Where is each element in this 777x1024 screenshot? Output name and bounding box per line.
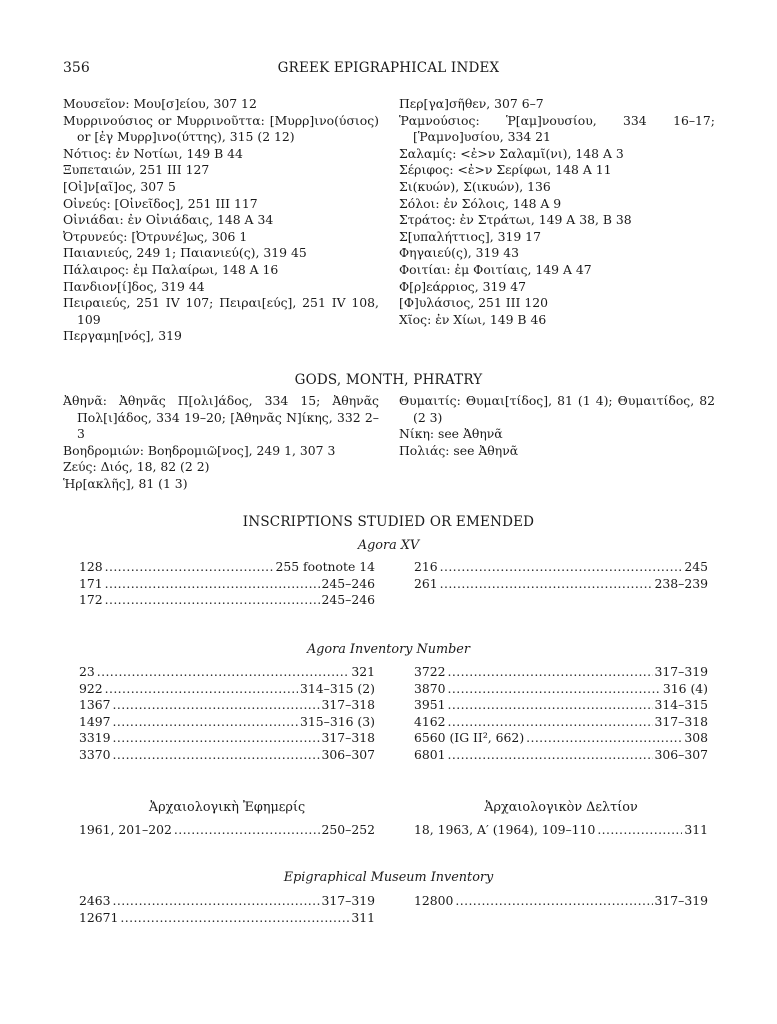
page-reference: 321 — [351, 664, 375, 679]
inscription-row — [79, 910, 375, 927]
dot-leader — [448, 681, 661, 698]
dot-leader — [526, 730, 682, 747]
inscription-row — [414, 893, 708, 910]
dot-leader — [105, 559, 274, 576]
inscription-number: 3951 — [414, 697, 446, 713]
dot-leader — [440, 576, 653, 593]
inscription-number: 128 — [79, 559, 103, 574]
inscription-row — [414, 681, 708, 698]
inscription-row — [79, 893, 375, 910]
inscription-row — [79, 576, 375, 593]
index-entry: Φηγαιεύ(ς), 319 43 — [399, 245, 520, 261]
inscription-number: 6560 (IG II², 662) — [414, 730, 525, 746]
inscription-number: 3319 — [79, 730, 111, 746]
dot-leader — [105, 592, 320, 609]
ephemeris-title: Ἀρχαιολογικὴ Ἐφημερίς — [148, 800, 306, 815]
inscription-number: 172 — [79, 592, 103, 608]
epigraphical-museum-title: Epigraphical Museum Inventory — [283, 870, 494, 885]
inscription-number: 2463 — [79, 893, 111, 908]
inscription-number: 12800 — [414, 893, 454, 908]
inscription-number: 3870 — [414, 680, 446, 696]
inscription-row — [414, 664, 708, 681]
page-reference: 314–315 (2) — [300, 680, 375, 696]
index-entry: Σαλαμίς: <ἐ>ν Σαλαμῖ(νι), 148 A 3 — [399, 145, 624, 161]
dot-leader — [448, 697, 653, 714]
inscriptions-section-title: INSCRIPTIONS STUDIED OR EMENDED — [242, 514, 535, 530]
page-reference: 308 — [684, 730, 708, 746]
index-entry: Σι(κυών), Σ(ικυών), 136 — [399, 178, 551, 194]
page-reference: 317–318 — [321, 730, 375, 746]
dot-leader — [448, 747, 653, 764]
page-number: 356 — [63, 60, 90, 76]
index-entry: Νότιος: ἐν Νοτίωι, 149 B 44 — [63, 145, 243, 161]
dot-leader — [113, 730, 320, 747]
running-title: GREEK EPIGRAPHICAL INDEX — [277, 60, 500, 76]
index-entry: Σ[υπαλήττιος], 319 17 — [399, 228, 541, 244]
page-reference: 317–318 — [654, 713, 708, 729]
inscription-row — [414, 730, 708, 747]
index-entry: Οἰνιάδαι: ἐν Οἰνιάδαις, 148 A 34 — [63, 212, 274, 228]
index-entry: Χῖος: ἐν Χίωι, 149 B 46 — [399, 311, 547, 327]
agora-inventory-left-list — [79, 664, 375, 764]
index-entry: Πολιάς: see Ἀθηνᾶ — [399, 442, 519, 458]
index-entry: Περ[γα]σῆθεν, 307 6–7 — [399, 96, 544, 111]
page-reference: 317–319 — [321, 893, 375, 908]
index-entry: Βοηδρομιών: Βοηδρομιῶ[νος], 249 1, 307 3 — [63, 442, 336, 458]
index-entry: Ἀθηνᾶ: Ἀθηνᾶς Π[ολι]άδος, 334 15; Ἀθηνᾶς Πολ[ι]άδος, 334 19–20; [Ἀθηνᾶς Ν]ίκης, 332 2–3 — [63, 393, 379, 442]
inscription-number: 6801 — [414, 746, 446, 762]
inscription-row — [79, 747, 375, 764]
index-entry: Οἰνεύς: [Οἰνεῖδος], 251 III 117 — [63, 195, 258, 211]
page-reference: 311 — [684, 822, 708, 837]
inscription-row — [414, 822, 708, 839]
dot-leader — [440, 559, 683, 576]
inscription-number: 261 — [414, 575, 438, 591]
index-entry: Ῥαμνούσιος: Ῥ[αμ]νουσίου, 334 16–17; [Ῥαμνο]υσίου, 334 21 — [399, 112, 715, 145]
inscription-number: 216 — [414, 559, 438, 574]
inscription-row — [79, 681, 375, 698]
index-entry: Μυρρινούσιος or Μυρρινοῦττα: [Μυρρ]ινο(ύσιος) or [ἐγ Μυρρ]ινο(ύττης), 315 (2 12) — [63, 112, 379, 145]
index-entry: Νίκη: see Ἀθηνᾶ — [399, 426, 503, 442]
inscription-row — [414, 559, 708, 576]
page-reference: 317–319 — [654, 893, 708, 908]
dot-leader — [448, 714, 653, 731]
inscription-row — [79, 714, 375, 731]
inscription-number: 4162 — [414, 713, 446, 729]
index-entry: Φοιτίαι: ἐμ Φοιτίαις, 149 A 47 — [399, 261, 592, 277]
inscription-row — [414, 697, 708, 714]
ephemeris-list — [79, 822, 375, 839]
agora-xv-right-list — [414, 559, 708, 592]
page-reference: 245 — [684, 559, 708, 574]
inscription-number: 12671 — [79, 909, 119, 925]
index-left-column — [63, 96, 379, 345]
epigraphical-museum-left-list — [79, 893, 375, 926]
page-reference: 250–252 — [321, 822, 375, 837]
page-reference: 317–319 — [654, 664, 708, 679]
page-reference: 238–239 — [654, 575, 708, 591]
inscription-number: 1367 — [79, 697, 111, 713]
index-entry: Μουσεῖον: Μου[σ]είου, 307 12 — [63, 96, 257, 111]
inscription-row — [79, 559, 375, 576]
index-entry: Φ[ρ]εάρριος, 319 47 — [399, 278, 526, 294]
gods-right-column — [399, 393, 715, 459]
index-entry: Ζεύς: Διός, 18, 82 (2 2) — [63, 459, 210, 475]
index-entry: Στράτος: ἐν Στράτωι, 149 A 38, B 38 — [399, 212, 632, 228]
index-entry: Ἡρ[ακλῆς], 81 (1 3) — [63, 475, 188, 491]
inscription-row — [414, 714, 708, 731]
dot-leader — [105, 681, 298, 698]
dot-leader — [113, 697, 320, 714]
inscription-number: 3370 — [79, 746, 111, 762]
inscription-number: 1497 — [79, 713, 111, 729]
index-entry: Πειραιεύς, 251 IV 107; Πειραι[εύς], 251 IV 108, 109 — [63, 295, 379, 327]
index-right-column — [399, 96, 715, 328]
page-reference: 317–318 — [321, 697, 375, 713]
dot-leader — [113, 714, 298, 731]
dot-leader — [113, 893, 320, 910]
index-entry: Πανδιον[ί]δος, 319 44 — [63, 278, 205, 294]
index-entry: [Οἰ]ν[αῖ]ος, 307 5 — [63, 178, 176, 194]
inscription-row — [79, 592, 375, 609]
dot-leader — [105, 576, 320, 593]
page-reference: 316 (4) — [662, 680, 708, 696]
dot-leader — [120, 910, 349, 927]
inscription-row — [79, 730, 375, 747]
agora-xv-left-list — [79, 559, 375, 609]
inscription-number: 23 — [79, 664, 95, 679]
inscription-number: 922 — [79, 680, 103, 696]
index-entry: Παιανιεύς, 249 1; Παιανιεύ(ς), 319 45 — [63, 245, 307, 261]
page-reference: 245–246 — [321, 592, 375, 608]
inscription-row — [414, 576, 708, 593]
page-reference: 306–307 — [321, 746, 375, 762]
dot-leader — [455, 893, 652, 910]
epigraphical-museum-right-list — [414, 893, 708, 910]
agora-xv-title: Agora XV — [357, 538, 420, 553]
index-entry: Πάλαιρος: ἐμ Παλαίρωι, 148 A 16 — [63, 261, 279, 277]
dot-leader — [97, 664, 350, 681]
inscription-number: 171 — [79, 575, 103, 591]
inscription-number: 1961, 201–202 — [79, 822, 172, 837]
page-reference: 315–316 (3) — [300, 713, 375, 729]
inscription-row — [79, 697, 375, 714]
page-reference: 306–307 — [654, 746, 708, 762]
deltion-title: Ἀρχαιολογικὸν Δελτίον — [484, 800, 638, 815]
inscription-row — [79, 664, 375, 681]
index-entry: Σόλοι: ἐν Σόλοις, 148 A 9 — [399, 195, 562, 211]
index-entry: Περγαμη[νός], 319 — [63, 328, 182, 344]
page-reference: 245–246 — [321, 575, 375, 591]
gods-section-title: GODS, MONTH, PHRATRY — [294, 372, 483, 388]
agora-inventory-title: Agora Inventory Number — [306, 642, 470, 657]
index-entry: [Φ]υλάσιος, 251 III 120 — [399, 295, 549, 311]
dot-leader — [597, 822, 682, 839]
page-reference: 314–315 — [654, 697, 708, 713]
agora-inventory-right-list — [414, 664, 708, 764]
inscription-number: 18, 1963, Α′ (1964), 109–110 — [414, 822, 596, 837]
index-entry: Θυμαιτίς: Θυμαι[τίδος], 81 (1 4); Θυμαιτίδος, 82 (2 3) — [399, 393, 715, 425]
deltion-list — [414, 822, 708, 839]
page-reference: 311 — [351, 909, 375, 925]
dot-leader — [174, 822, 320, 839]
page-reference: 255 footnote 14 — [275, 559, 375, 574]
inscription-number: 3722 — [414, 664, 446, 679]
inscription-row — [79, 822, 375, 839]
inscription-row — [414, 747, 708, 764]
dot-leader — [113, 747, 320, 764]
index-entry: Σέριφος: <ἐ>ν Σερίφωι, 148 A 11 — [399, 162, 612, 178]
dot-leader — [448, 664, 653, 681]
index-entry: Ξυπεταιών, 251 III 127 — [63, 162, 210, 178]
gods-left-column — [63, 393, 379, 493]
index-entry: Ὀτρυνεύς: [Ὀτρυνέ]ως, 306 1 — [63, 228, 248, 244]
